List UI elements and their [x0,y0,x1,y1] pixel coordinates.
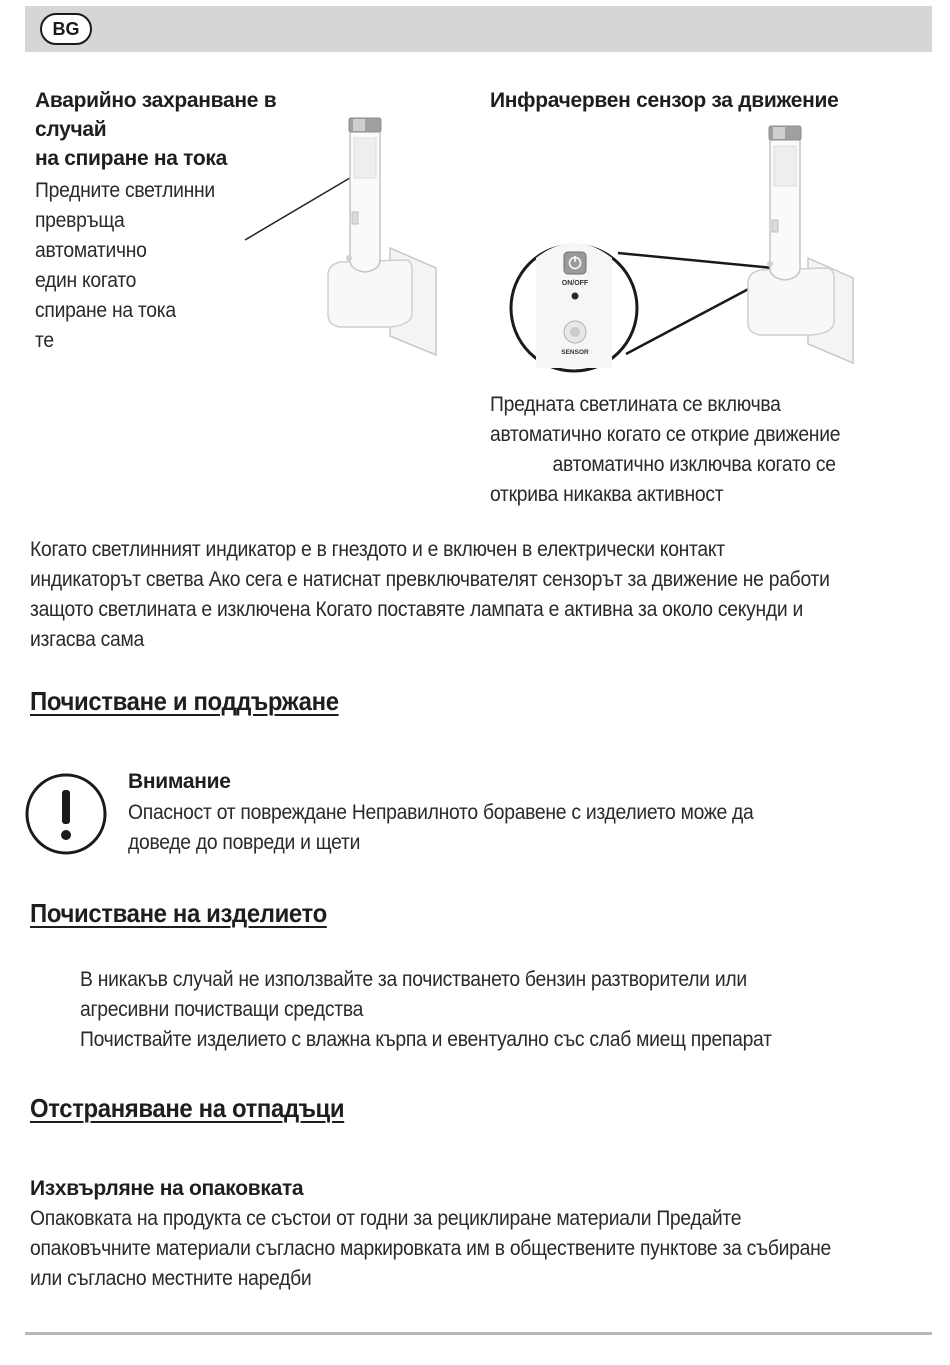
cleaning-body-line: Почиствайте изделието с влажна кърпа и евентуално със слаб миещ препарат [80,1028,772,1051]
emergency-body-line: превръща [35,209,125,232]
onoff-label: ON/OFF [561,280,589,287]
paragraph-line: защото светлината е изключена Когато поставяте лампата е активна за около секунди и [30,598,804,621]
disposal-subtitle: Изхвърляне на опаковката [30,1177,304,1200]
led-dot [767,261,773,267]
emergency-body-line: автоматично [35,239,147,262]
sensor-illustration [508,118,868,380]
warning-body-line: доведе до повреди и щети [128,831,361,854]
flashlight-illustration-left [240,110,450,370]
disposal-body-line: или съгласно местните наредби [30,1267,312,1290]
zoom-line-top [618,253,773,268]
footer-rule [25,1332,932,1335]
head-highlight [353,119,365,131]
cleaning-body-line: В никакъв случай не използвайте за почистването бензин разтворители или [80,968,747,991]
emergency-body-line: един когато [35,269,137,292]
disposal-body-line: Опаковката на продукта се състои от годни за рециклиране материали Предайте [30,1207,742,1230]
pointer-line [245,172,360,240]
power-button-icon [564,252,586,274]
indicator-paragraph [30,535,830,655]
emergency-body-line: Предните светлинни [35,179,215,202]
emergency-title-line: Аварийно захранване в [35,89,277,112]
disposal-body-line: опаковъчните материали съгласно маркировката им в обществените пунктове за събиране [30,1237,831,1260]
sensor-body-line: открива никаква активност [490,483,724,506]
indicator-dot [572,293,579,300]
emergency-body [35,176,215,356]
lens-window [774,146,796,186]
paragraph-line: изгасва сама [30,628,144,651]
emergency-title-line: на спиране на тока [35,147,227,170]
emergency-body-line: те [35,329,54,352]
switch-slot [772,220,778,232]
emergency-body-line: спиране на тока [35,299,176,322]
warning-title: Внимание [128,770,231,793]
switch-slot [352,212,358,224]
disposal-body [30,1204,831,1294]
warning-exclamation-icon [24,772,108,856]
sensor-body [490,390,840,510]
cleaning-body-line: агресивни почистващи средства [80,998,364,1021]
language-badge: BG [40,13,92,45]
sensor-body-line: автоматично когато се открие движение [490,423,841,446]
paragraph-line: Когато светлинният индикатор е в гнездото и е включен в електрически контакт [30,538,725,561]
cleaning-product-body [80,965,772,1055]
warning-body [128,798,754,858]
lens-window [354,138,376,178]
warning-body-line: Опасност от повреждане Неправилното боравене с изделието може да [128,801,754,824]
cleaning-care-heading: Почистване и поддържане [30,686,339,716]
head-highlight [773,127,785,139]
sensor-body-line: автоматично изключва когато се [552,453,836,476]
paragraph-line: индикаторът светва Ако сега е натиснат превключвателят сензорът за движение не работи [30,568,830,591]
led-dot [346,255,352,261]
disposal-heading: Отстраняване на отпадъци [30,1093,345,1123]
sensor-lens [570,327,580,337]
sensor-body-line: Предната светлината се включва [490,393,781,416]
header-bar [25,6,932,52]
emergency-title-line: случай [35,118,107,141]
sensor-title: Инфрачервен сензор за движение [490,89,839,112]
cleaning-product-heading: Почистване на изделието [30,898,327,928]
sensor-label: SENSOR [561,349,589,356]
